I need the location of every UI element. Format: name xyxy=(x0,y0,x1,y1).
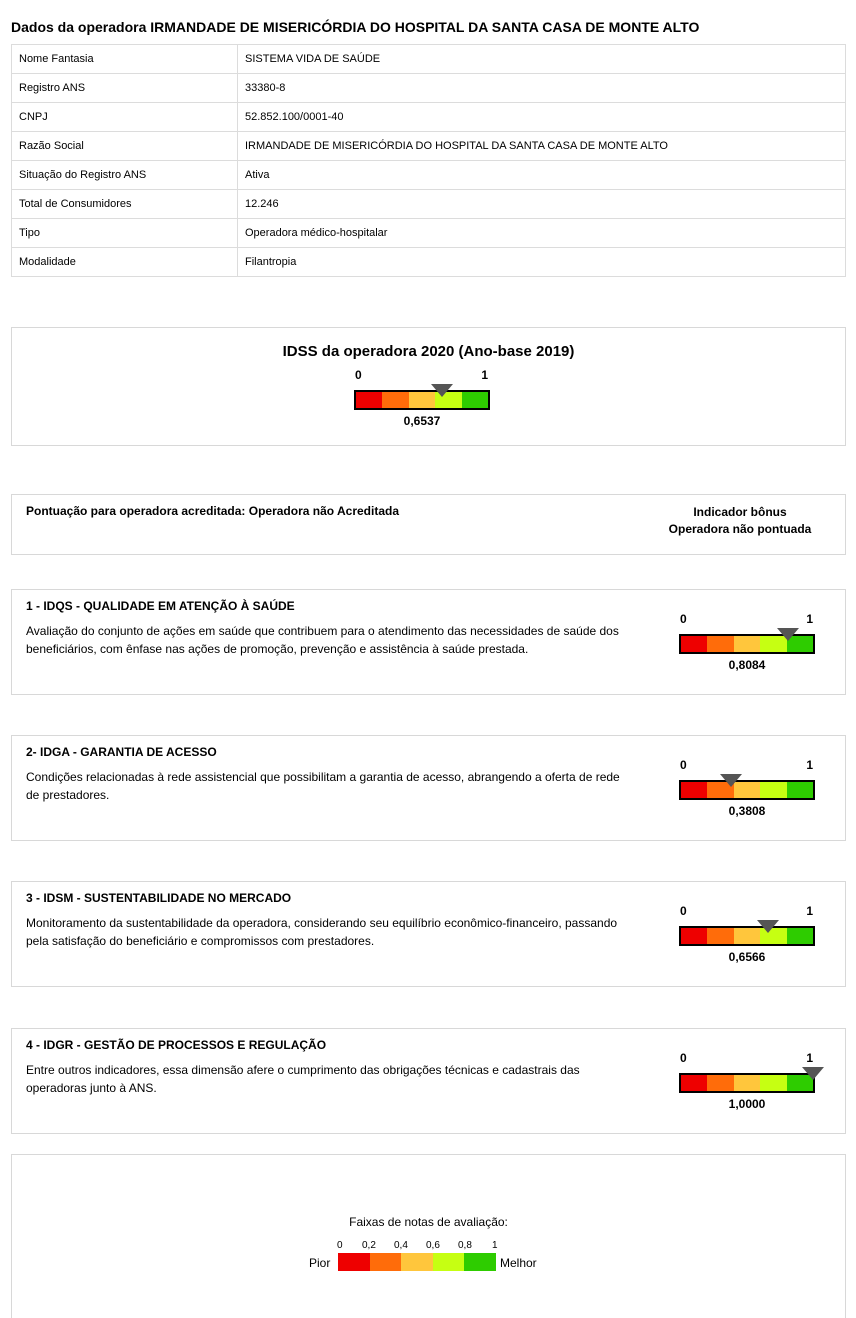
info-label: Registro ANS xyxy=(12,74,238,103)
dimension-description: Monitoramento da sustentabilidade da operadora, considerando seu equilíbrio econômico-financeiro, passando pela satisfação do beneficiário e compromissos com prestadores. xyxy=(26,916,618,948)
legend-band-4 xyxy=(433,1253,465,1271)
info-value: 33380-8 xyxy=(238,74,846,103)
gauge-band-1 xyxy=(681,636,707,652)
gauge-band-5 xyxy=(787,928,813,944)
gauge-max-label: 1 xyxy=(806,612,813,626)
accreditation-text: Pontuação para operadora acreditada: Operadora não Acreditada xyxy=(26,504,399,518)
gauge-marker-icon xyxy=(720,774,742,787)
idss-title: IDSS da operadora 2020 (Ano-base 2019) xyxy=(282,343,575,360)
gauge-value: 1,0000 xyxy=(728,1097,766,1111)
info-label: Total de Consumidores xyxy=(12,190,238,219)
gauge-bar xyxy=(679,780,815,800)
gauge-marker-icon xyxy=(802,1067,824,1080)
legend-band-3 xyxy=(401,1253,433,1271)
gauge-band-4 xyxy=(760,1075,786,1091)
dimension-gauge xyxy=(679,904,815,964)
gauge-min-label: 0 xyxy=(680,904,687,918)
gauge-band-4 xyxy=(760,782,786,798)
gauge-bar xyxy=(679,1073,815,1093)
legend-title: Faixas de notas de avaliação: xyxy=(349,1215,508,1229)
table-row xyxy=(12,74,846,103)
info-value: Ativa xyxy=(238,161,846,190)
table-row xyxy=(12,248,846,277)
gauge-band-5 xyxy=(787,782,813,798)
gauge-value: 0,8084 xyxy=(728,658,766,672)
bonus-indicator xyxy=(660,504,820,538)
legend-tick: 0,2 xyxy=(362,1240,376,1251)
dimension-gauge xyxy=(679,612,815,672)
operator-info-table xyxy=(11,44,846,277)
gauge-min-label: 0 xyxy=(680,1051,687,1065)
gauge-max-label: 1 xyxy=(806,758,813,772)
dimension-title: 1 - IDQS - QUALIDADE EM ATENÇÃO À SAÚDE xyxy=(26,599,295,613)
table-row xyxy=(12,45,846,74)
gauge-band-1 xyxy=(681,782,707,798)
idss-panel xyxy=(11,327,846,446)
legend-tick: 0,6 xyxy=(426,1240,440,1251)
accreditation-panel xyxy=(11,494,846,555)
legend-tick: 0,8 xyxy=(458,1240,472,1251)
info-label: Situação do Registro ANS xyxy=(12,161,238,190)
info-label: Modalidade xyxy=(12,248,238,277)
gauge-band-1 xyxy=(681,928,707,944)
gauge-band-1 xyxy=(356,392,382,408)
idss-gauge xyxy=(354,368,490,428)
table-row xyxy=(12,161,846,190)
dimension-title: 2- IDGA - GARANTIA DE ACESSO xyxy=(26,745,217,759)
gauge-min-label: 0 xyxy=(680,758,687,772)
legend-band-2 xyxy=(370,1253,402,1271)
info-label: Razão Social xyxy=(12,132,238,161)
info-value: Filantropia xyxy=(238,248,846,277)
gauge-band-2 xyxy=(382,392,408,408)
dimension-card xyxy=(11,881,846,987)
bonus-status: Operadora não pontuada xyxy=(668,522,812,536)
dimension-gauge xyxy=(679,1051,815,1111)
gauge-band-2 xyxy=(707,636,733,652)
bonus-title: Indicador bônus xyxy=(693,505,787,519)
dimension-card xyxy=(11,1028,846,1134)
gauge-bar xyxy=(679,926,815,946)
gauge-band-2 xyxy=(707,1075,733,1091)
legend-panel xyxy=(11,1154,846,1318)
dimension-title: 4 - IDGR - GESTÃO DE PROCESSOS E REGULAÇÃO xyxy=(26,1038,327,1052)
gauge-marker-icon xyxy=(777,628,799,641)
gauge-max-label: 1 xyxy=(806,1051,813,1065)
table-row xyxy=(12,132,846,161)
info-label: Tipo xyxy=(12,219,238,248)
gauge-min-label: 0 xyxy=(680,612,687,626)
gauge-value: 0,6537 xyxy=(403,414,441,428)
gauge-max-label: 1 xyxy=(481,368,488,382)
legend-tick: 0,4 xyxy=(394,1240,408,1251)
info-label: Nome Fantasia xyxy=(12,45,238,74)
dimension-description: Entre outros indicadores, essa dimensão afere o cumprimento das obrigações técnicas e cadastrais das operadoras junto à ANS. xyxy=(26,1063,580,1095)
info-value: 12.246 xyxy=(238,190,846,219)
legend-best-label: Melhor xyxy=(500,1256,537,1270)
table-row xyxy=(12,190,846,219)
gauge-bar xyxy=(354,390,490,410)
page-title: Dados da operadora IRMANDADE DE MISERICÓRDIA DO HOSPITAL DA SANTA CASA DE MONTE ALTO xyxy=(11,19,700,35)
dimension-description: Condições relacionadas à rede assistencial que possibilitam a garantia de acesso, abrangendo a oferta de rede de prestadores. xyxy=(26,770,620,802)
gauge-marker-icon xyxy=(431,384,453,397)
legend-band-1 xyxy=(338,1253,370,1271)
gauge-max-label: 1 xyxy=(806,904,813,918)
gauge-band-3 xyxy=(734,636,760,652)
legend-band-5 xyxy=(464,1253,496,1271)
table-row xyxy=(12,103,846,132)
dimension-card xyxy=(11,589,846,695)
legend-worst-label: Pior xyxy=(309,1256,331,1270)
info-value: SISTEMA VIDA DE SAÚDE xyxy=(238,45,846,74)
table-row xyxy=(12,219,846,248)
gauge-band-3 xyxy=(734,1075,760,1091)
gauge-band-5 xyxy=(462,392,488,408)
dimension-gauge xyxy=(679,758,815,818)
dimension-description: Avaliação do conjunto de ações em saúde que contribuem para o atendimento das necessidades de saúde dos beneficiários, com ênfase nas ações de promoção, prevenção e assistência à saúde prestada. xyxy=(26,624,619,656)
dimension-card xyxy=(11,735,846,841)
gauge-value: 0,6566 xyxy=(728,950,766,964)
legend-tick: 0 xyxy=(337,1240,343,1251)
gauge-band-1 xyxy=(681,1075,707,1091)
legend-tick: 1 xyxy=(492,1240,498,1251)
gauge-value: 0,3808 xyxy=(728,804,766,818)
gauge-band-2 xyxy=(707,928,733,944)
gauge-min-label: 0 xyxy=(355,368,362,382)
legend-bar xyxy=(338,1253,496,1271)
dimension-title: 3 - IDSM - SUSTENTABILIDADE NO MERCADO xyxy=(26,891,292,905)
info-label: CNPJ xyxy=(12,103,238,132)
info-value: 52.852.100/0001-40 xyxy=(238,103,846,132)
info-value: IRMANDADE DE MISERICÓRDIA DO HOSPITAL DA SANTA CASA DE MONTE ALTO xyxy=(238,132,846,161)
info-value: Operadora médico-hospitalar xyxy=(238,219,846,248)
gauge-marker-icon xyxy=(757,920,779,933)
